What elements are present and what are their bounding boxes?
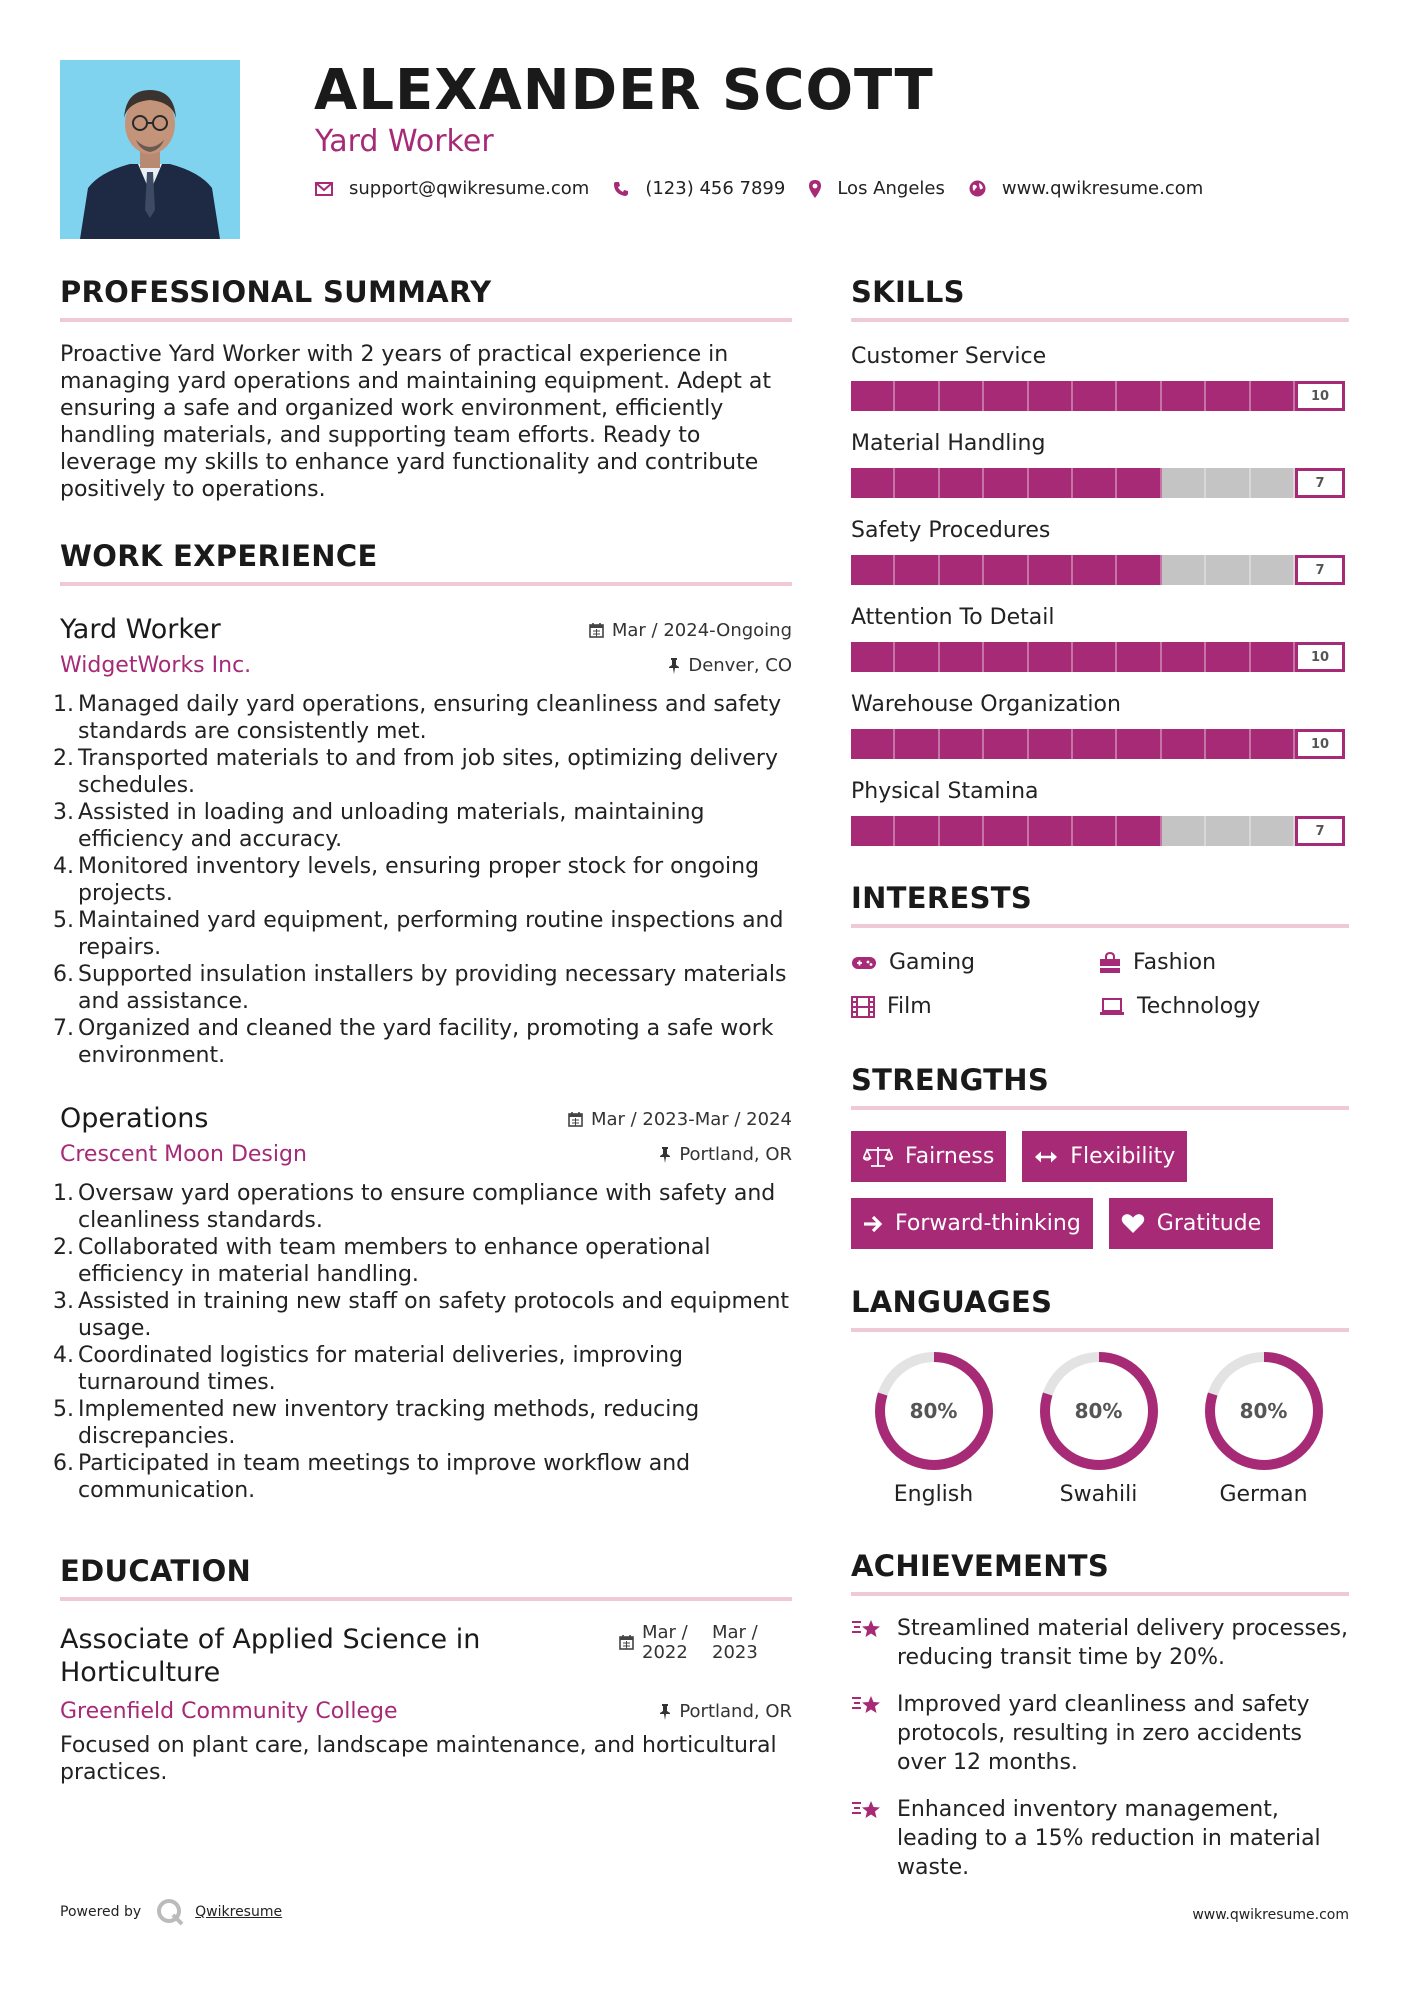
experience-heading: WORK EXPERIENCE <box>60 539 792 586</box>
skill-segment <box>940 816 984 846</box>
skill-name: Safety Procedures <box>851 518 1051 543</box>
list-item-text: Supported insulation installers by providing necessary materials and assistance. <box>78 962 787 1014</box>
strength-label: Flexibility <box>1070 1144 1176 1169</box>
strength-badge <box>1022 1131 1187 1182</box>
skill-segment <box>1206 468 1250 498</box>
contact-location <box>809 178 945 199</box>
laptop-icon <box>1099 998 1125 1016</box>
film-icon <box>851 996 875 1018</box>
shooting-star-icon <box>851 1616 885 1642</box>
skill-bar <box>851 381 1349 411</box>
candidate-name: ALEXANDER SCOTT <box>314 58 934 123</box>
skills-list <box>851 344 1349 846</box>
skill-segment <box>984 555 1028 585</box>
calendar-icon <box>589 623 604 638</box>
interest-label: Gaming <box>889 950 975 975</box>
list-item: 2. Collaborated with team members to enhance operational efficiency in material handling. <box>60 1234 792 1288</box>
contact-email-text: support@qwikresume.com <box>349 178 590 199</box>
skill-item <box>851 605 1349 672</box>
skill-segment <box>1251 555 1295 585</box>
calendar-icon <box>568 1112 583 1127</box>
achievements-list <box>851 1614 1349 1882</box>
list-item: 5. Implemented new inventory tracking methods, reducing discrepancies. <box>60 1396 792 1450</box>
skill-segment <box>1206 381 1250 411</box>
language-name: German <box>1219 1482 1308 1507</box>
job-duties <box>53 1180 792 1504</box>
job-duties <box>53 691 792 1069</box>
skill-segment <box>895 642 939 672</box>
skill-segment <box>1117 468 1161 498</box>
skill-item <box>851 431 1349 498</box>
contact-location-text: Los Angeles <box>837 178 945 199</box>
skill-segment <box>940 729 984 759</box>
skill-name: Attention To Detail <box>851 605 1055 630</box>
language-item <box>1016 1350 1181 1507</box>
skill-segment <box>1162 816 1206 846</box>
footer-branding <box>60 1897 282 1927</box>
contact-website-text: www.qwikresume.com <box>1001 178 1204 199</box>
skill-segment <box>851 642 895 672</box>
shooting-star-icon <box>851 1797 885 1823</box>
list-item-text: Implemented new inventory tracking methods, reducing discrepancies. <box>78 1397 700 1449</box>
skill-bar <box>851 642 1349 672</box>
achievement-text: Streamlined material delivery processes, reducing transit time by 20%. <box>897 1616 1348 1670</box>
language-percent: 80% <box>1074 1399 1123 1423</box>
right-column <box>851 275 1349 1882</box>
arrows-horizontal-icon <box>1034 1150 1058 1164</box>
skill-segment <box>895 381 939 411</box>
skill-segment <box>1029 381 1073 411</box>
skill-item <box>851 779 1349 846</box>
skill-segment <box>1073 381 1117 411</box>
pushpin-icon <box>668 658 680 674</box>
skill-item <box>851 344 1349 411</box>
list-item-text: Assisted in loading and unloading materials, maintaining efficiency and accuracy. <box>78 800 705 852</box>
education-description: Focused on plant care, landscape maintenance, and horticultural practices. <box>60 1733 777 1785</box>
language-name: Swahili <box>1059 1482 1138 1507</box>
job-entry <box>53 614 792 1069</box>
contact-phone[interactable] <box>613 178 785 199</box>
education-heading: EDUCATION <box>60 1554 792 1601</box>
strength-label: Forward-thinking <box>895 1211 1081 1236</box>
achievement-item <box>851 1795 1349 1882</box>
list-item-text: Collaborated with team members to enhance operational efficiency in material handling. <box>78 1235 711 1287</box>
list-item: 1. Managed daily yard operations, ensuring cleanliness and safety standards are consistently met. <box>60 691 792 745</box>
language-ring <box>873 1350 995 1472</box>
contact-phone-text: (123) 456 7899 <box>645 178 786 199</box>
strengths-list <box>851 1131 1349 1249</box>
language-percent: 80% <box>909 1399 958 1423</box>
education-location <box>659 1701 792 1722</box>
interest-label: Film <box>887 994 932 1019</box>
skill-segment <box>1117 816 1161 846</box>
skill-segment <box>1029 468 1073 498</box>
skill-segment <box>1029 729 1073 759</box>
strength-badge <box>851 1198 1093 1249</box>
skill-segment <box>1206 555 1250 585</box>
calendar-icon <box>619 1635 634 1650</box>
education-dates <box>619 1623 762 1663</box>
skill-score: 7 <box>1295 468 1345 498</box>
interest-label: Fashion <box>1133 950 1217 975</box>
languages-heading: LANGUAGES <box>851 1285 1349 1332</box>
skill-segment <box>851 729 895 759</box>
list-item-text: Participated in team meetings to improve workflow and communication. <box>78 1451 691 1503</box>
contact-website[interactable] <box>969 178 1203 199</box>
interest-item <box>1099 994 1339 1019</box>
candidate-title: Yard Worker <box>315 124 494 159</box>
contact-bar <box>315 178 1227 199</box>
end-year: 2023 <box>712 1642 758 1663</box>
achievement-text: Enhanced inventory management, leading to a 15% reduction in material waste. <box>897 1797 1321 1880</box>
skill-track <box>851 816 1295 846</box>
list-item-text: Assisted in training new staff on safety protocols and equipment usage. <box>78 1289 790 1341</box>
interest-label: Technology <box>1137 994 1261 1019</box>
list-item: 4. Coordinated logistics for material deliveries, improving turnaround times. <box>60 1342 792 1396</box>
interest-item <box>851 950 1099 975</box>
strength-badge <box>851 1131 1006 1182</box>
skill-item <box>851 692 1349 759</box>
skill-segment <box>1162 468 1206 498</box>
skill-score: 10 <box>1295 381 1345 411</box>
list-item-text: Oversaw yard operations to ensure compliance with safety and cleanliness standards. <box>78 1181 776 1233</box>
skill-segment <box>940 642 984 672</box>
skill-segment <box>895 816 939 846</box>
skill-track <box>851 729 1295 759</box>
strength-label: Fairness <box>905 1144 995 1169</box>
skill-segment <box>1029 642 1073 672</box>
skill-item <box>851 518 1349 585</box>
skill-bar <box>851 555 1349 585</box>
list-item-text: Coordinated logistics for material deliveries, improving turnaround times. <box>78 1343 684 1395</box>
skill-segment <box>1162 555 1206 585</box>
interest-item <box>851 994 1099 1019</box>
skill-segment <box>1251 816 1295 846</box>
skill-name: Customer Service <box>851 344 1047 369</box>
list-item-text: Organized and cleaned the yard facility, promoting a safe work environment. <box>78 1016 774 1068</box>
skill-segment <box>984 468 1028 498</box>
skill-track <box>851 642 1295 672</box>
skill-segment <box>1073 468 1117 498</box>
skill-segment <box>984 816 1028 846</box>
skill-name: Physical Stamina <box>851 779 1039 804</box>
list-item-text: Managed daily yard operations, ensuring cleanliness and safety standards are consistently met. <box>78 692 782 744</box>
skill-score: 10 <box>1295 642 1345 672</box>
strength-label: Gratitude <box>1156 1211 1262 1236</box>
skill-segment <box>1117 381 1161 411</box>
interest-item <box>1099 950 1339 975</box>
skill-segment <box>1251 468 1295 498</box>
skill-segment <box>851 468 895 498</box>
powered-by-text: Powered by <box>60 1904 142 1920</box>
list-item-text: Maintained yard equipment, performing routine inspections and repairs. <box>78 908 784 960</box>
job-dates <box>589 620 792 641</box>
degree-title: Associate of Applied Science in Horticulture <box>60 1624 481 1688</box>
heart-icon <box>1121 1213 1145 1234</box>
list-item: 6. Participated in team meetings to improve workflow and communication. <box>60 1450 792 1504</box>
skill-segment <box>1206 642 1250 672</box>
list-item-text: Transported materials to and from job sites, optimizing delivery schedules. <box>78 746 778 798</box>
job-location <box>659 1144 792 1165</box>
job-dates-text: Mar / 2023-Mar / 2024 <box>590 1109 792 1130</box>
list-item: 3. Assisted in training new staff on safety protocols and equipment usage. <box>60 1288 792 1342</box>
skill-track <box>851 555 1295 585</box>
skill-track <box>851 381 1295 411</box>
shopping-bag-icon <box>1099 952 1121 974</box>
language-ring <box>1038 1350 1160 1472</box>
list-item: 1. Oversaw yard operations to ensure compliance with safety and cleanliness standards. <box>60 1180 792 1234</box>
skill-name: Material Handling <box>851 431 1046 456</box>
skill-track <box>851 468 1295 498</box>
skill-segment <box>1162 642 1206 672</box>
skill-segment <box>895 729 939 759</box>
shooting-star-icon <box>851 1692 885 1718</box>
footer-brand-link[interactable]: Qwikresume <box>195 1904 283 1920</box>
skill-segment <box>940 468 984 498</box>
interests-list <box>851 950 1349 1019</box>
arrow-right-icon <box>863 1215 883 1233</box>
skill-bar <box>851 729 1349 759</box>
qwikresume-logo-icon <box>155 1897 185 1927</box>
profile-photo <box>60 60 240 239</box>
skill-segment <box>1251 729 1295 759</box>
summary-heading: PROFESSIONAL SUMMARY <box>60 275 792 322</box>
job-location-text: Denver, CO <box>688 655 792 676</box>
footer-url[interactable]: www.qwikresume.com <box>1192 1907 1349 1923</box>
pushpin-icon <box>659 1147 671 1163</box>
list-item-text: Monitored inventory levels, ensuring proper stock for ongoing projects. <box>78 854 760 906</box>
language-ring <box>1203 1350 1325 1472</box>
skill-segment <box>984 729 1028 759</box>
skill-score: 7 <box>1295 555 1345 585</box>
interests-heading: INTERESTS <box>851 881 1349 928</box>
skill-segment <box>1073 555 1117 585</box>
skill-segment <box>1162 729 1206 759</box>
skill-segment <box>940 381 984 411</box>
left-column <box>53 275 792 1786</box>
skill-bar <box>851 468 1349 498</box>
skill-score: 10 <box>1295 729 1345 759</box>
list-item: 2. Transported materials to and from job sites, optimizing delivery schedules. <box>60 745 792 799</box>
achievement-item <box>851 1614 1349 1672</box>
skill-segment <box>1206 729 1250 759</box>
job-dates <box>568 1109 792 1130</box>
summary-text: Proactive Yard Worker with 2 years of practical experience in managing yard operations and maintaining equipment. Adept at ensuring a safe and organized work environment, efficiently handling materials, and supporting team efforts. Ready to leverage my skills to enhance yard functionality and contribute positively to operations. <box>60 342 771 502</box>
strengths-heading: STRENGTHS <box>851 1063 1349 1110</box>
end-month: Mar / <box>712 1622 758 1643</box>
job-location <box>668 655 792 676</box>
job-title: Operations <box>60 1103 209 1134</box>
skill-segment <box>1029 555 1073 585</box>
language-item <box>1181 1350 1346 1507</box>
skill-segment <box>1117 729 1161 759</box>
skill-segment <box>1162 381 1206 411</box>
job-location-text: Portland, OR <box>679 1144 792 1165</box>
skills-heading: SKILLS <box>851 275 1349 322</box>
language-name: English <box>893 1482 974 1507</box>
phone-icon <box>613 181 629 197</box>
skill-segment <box>851 381 895 411</box>
list-item: 5. Maintained yard equipment, performing routine inspections and repairs. <box>60 907 792 961</box>
list-item: 6. Supported insulation installers by providing necessary materials and assistance. <box>60 961 792 1015</box>
language-percent: 80% <box>1239 1399 1288 1423</box>
job-entry <box>53 1103 792 1504</box>
list-item: 3. Assisted in loading and unloading materials, maintaining efficiency and accuracy. <box>60 799 792 853</box>
list-item: 4. Monitored inventory levels, ensuring proper stock for ongoing projects. <box>60 853 792 907</box>
contact-email[interactable] <box>315 178 589 199</box>
school-name: Greenfield Community College <box>60 1699 398 1724</box>
achievement-item <box>851 1690 1349 1777</box>
skill-segment <box>1251 642 1295 672</box>
skill-name: Warehouse Organization <box>851 692 1121 717</box>
envelope-icon <box>315 182 333 196</box>
globe-icon <box>969 180 986 197</box>
list-item: 7. Organized and cleaned the yard facility, promoting a safe work environment. <box>60 1015 792 1069</box>
skill-segment <box>984 642 1028 672</box>
skill-segment <box>1073 642 1117 672</box>
skill-segment <box>1073 816 1117 846</box>
skill-bar <box>851 816 1349 846</box>
company-name: Crescent Moon Design <box>60 1142 307 1167</box>
job-title: Yard Worker <box>60 614 221 645</box>
pushpin-icon <box>659 1704 671 1720</box>
skill-score: 7 <box>1295 816 1345 846</box>
location-pin-icon <box>809 180 821 198</box>
language-item <box>851 1350 1016 1507</box>
education-location-text: Portland, OR <box>679 1701 792 1722</box>
balance-scale-icon <box>863 1146 893 1168</box>
education-entry <box>60 1623 792 1786</box>
skill-segment <box>1251 381 1295 411</box>
skill-segment <box>1206 816 1250 846</box>
company-name: WidgetWorks Inc. <box>60 653 252 678</box>
skill-segment <box>851 555 895 585</box>
start-year: 2022 <box>642 1642 688 1663</box>
skill-segment <box>984 381 1028 411</box>
skill-segment <box>895 468 939 498</box>
skill-segment <box>895 555 939 585</box>
gamepad-icon <box>851 955 877 971</box>
skill-segment <box>1117 642 1161 672</box>
languages-list <box>851 1350 1349 1507</box>
strength-badge <box>1109 1198 1273 1249</box>
skill-segment <box>851 816 895 846</box>
skill-segment <box>1117 555 1161 585</box>
start-month: Mar / <box>642 1622 688 1643</box>
skill-segment <box>940 555 984 585</box>
job-dates-text: Mar / 2024-Ongoing <box>611 620 792 641</box>
achievements-heading: ACHIEVEMENTS <box>851 1549 1349 1596</box>
achievement-text: Improved yard cleanliness and safety protocols, resulting in zero accidents over 12 months. <box>897 1692 1310 1775</box>
skill-segment <box>1029 816 1073 846</box>
skill-segment <box>1073 729 1117 759</box>
